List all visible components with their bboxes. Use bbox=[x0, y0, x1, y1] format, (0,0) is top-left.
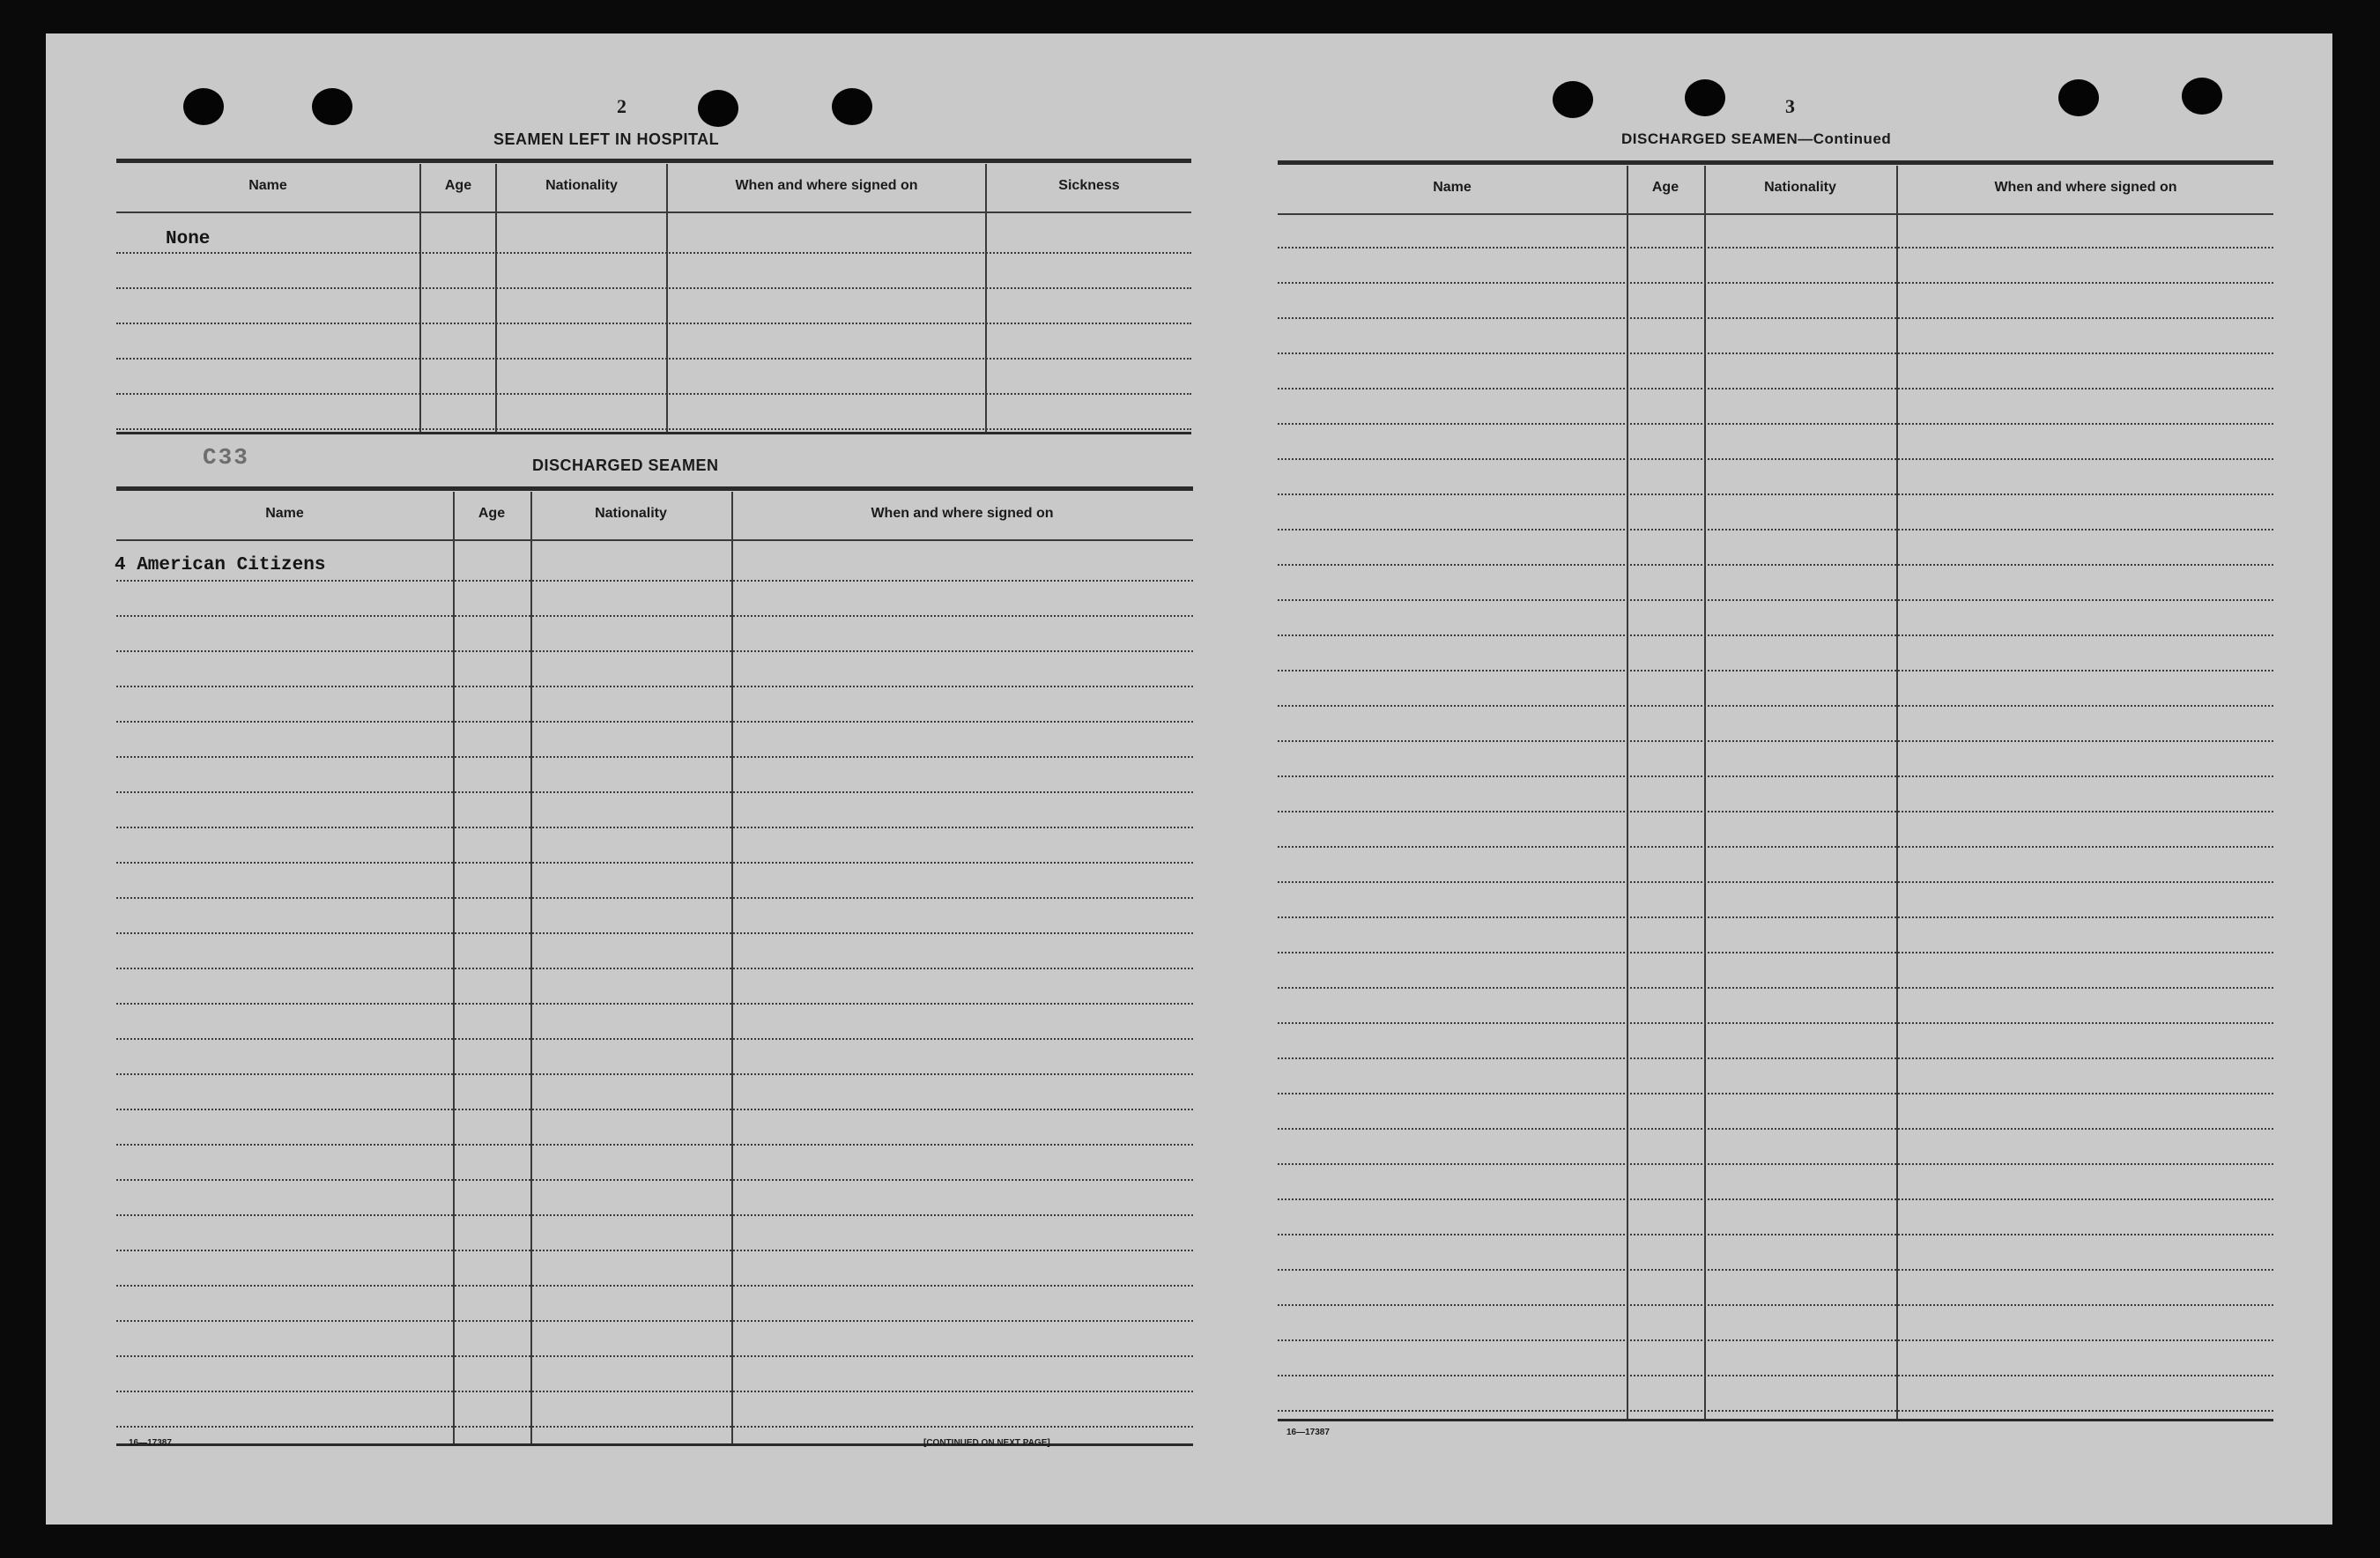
ruled-line bbox=[116, 1179, 1193, 1181]
ruled-line bbox=[116, 615, 1193, 617]
punch-hole bbox=[698, 90, 738, 127]
ruled-line bbox=[116, 393, 1191, 395]
ruled-line bbox=[1278, 1269, 2273, 1271]
punch-hole bbox=[1685, 79, 1725, 116]
rule bbox=[1278, 1419, 2273, 1421]
column-header-name: Name bbox=[265, 506, 304, 521]
punch-hole bbox=[2058, 79, 2099, 116]
punch-hole bbox=[312, 88, 352, 125]
ruled-line bbox=[1278, 811, 2273, 812]
ruled-line bbox=[116, 1391, 1193, 1392]
ruled-line bbox=[116, 827, 1193, 828]
ruled-line bbox=[116, 932, 1193, 934]
ruled-line bbox=[1278, 388, 2273, 390]
ruled-line bbox=[116, 1073, 1193, 1075]
page-number-right: 3 bbox=[1785, 95, 1795, 117]
ruled-line bbox=[116, 252, 1191, 254]
punch-hole bbox=[2182, 78, 2222, 115]
ruled-line bbox=[116, 650, 1193, 652]
column-header-name: Name bbox=[248, 178, 287, 193]
punch-hole bbox=[832, 88, 872, 125]
ruled-line bbox=[1278, 670, 2273, 671]
ruled-line bbox=[1278, 1410, 2273, 1412]
ruled-line bbox=[1278, 634, 2273, 636]
ruled-line bbox=[1278, 1304, 2273, 1306]
ruled-line bbox=[1278, 599, 2273, 601]
ruled-line bbox=[1278, 247, 2273, 249]
ruled-line bbox=[116, 323, 1191, 324]
hospital-section-title: SEAMEN LEFT IN HOSPITAL bbox=[493, 130, 720, 148]
rule bbox=[116, 539, 1193, 541]
ruled-line bbox=[116, 1003, 1193, 1005]
ruled-line bbox=[116, 1144, 1193, 1146]
ruled-line bbox=[116, 287, 1191, 289]
ruled-line bbox=[116, 1038, 1193, 1040]
rule bbox=[116, 159, 1191, 163]
ruled-line bbox=[1278, 1375, 2273, 1376]
column-header-signed-on: When and where signed on bbox=[871, 506, 1054, 521]
column-header-nationality: Nationality bbox=[595, 506, 667, 521]
ruled-line bbox=[1278, 1198, 2273, 1200]
punch-hole bbox=[183, 88, 224, 125]
ruled-line bbox=[116, 897, 1193, 899]
ruled-line bbox=[116, 1250, 1193, 1251]
ruled-line bbox=[1278, 458, 2273, 460]
ruled-line bbox=[1278, 282, 2273, 284]
ruled-line bbox=[1278, 775, 2273, 777]
ruled-line bbox=[1278, 1022, 2273, 1024]
ruled-line bbox=[1278, 564, 2273, 566]
ruled-line bbox=[1278, 952, 2273, 953]
rule bbox=[116, 211, 1191, 213]
page-number-left: 2 bbox=[617, 95, 627, 117]
column-header-age: Age bbox=[478, 506, 506, 521]
ruled-line bbox=[116, 791, 1193, 793]
ruled-line bbox=[116, 1285, 1193, 1287]
ruled-line bbox=[1278, 529, 2273, 530]
ruled-line bbox=[116, 1109, 1193, 1110]
ruled-line bbox=[1278, 881, 2273, 883]
ruled-line bbox=[1278, 423, 2273, 425]
ruled-line bbox=[1278, 987, 2273, 989]
document-sheet bbox=[46, 33, 2332, 1525]
ruled-line bbox=[116, 580, 1193, 582]
rule bbox=[1278, 213, 2273, 215]
discharged-section-title: DISCHARGED SEAMEN bbox=[532, 456, 719, 474]
ruled-line bbox=[116, 756, 1193, 758]
rule bbox=[116, 486, 1193, 491]
ruled-line bbox=[116, 358, 1191, 360]
ruled-line bbox=[116, 721, 1193, 723]
ruled-line bbox=[1278, 740, 2273, 742]
column-header-age: Age bbox=[444, 178, 472, 193]
ruled-line bbox=[1278, 1339, 2273, 1341]
continued-note: [CONTINUED ON NEXT PAGE] bbox=[923, 1438, 1050, 1448]
column-header-signed-on: When and where signed on bbox=[735, 178, 918, 193]
column-header-name: Name bbox=[1433, 180, 1472, 195]
ruled-line bbox=[116, 686, 1193, 687]
faded-stamp: C33 bbox=[203, 444, 249, 471]
ruled-line bbox=[1278, 352, 2273, 354]
column-header-age: Age bbox=[1651, 180, 1679, 195]
rule bbox=[116, 432, 1191, 434]
punch-hole bbox=[1553, 81, 1593, 118]
ruled-line bbox=[1278, 846, 2273, 848]
form-number-right: 16—17387 bbox=[1286, 1428, 1330, 1437]
form-number-left: 16—17387 bbox=[129, 1438, 172, 1448]
discharged-continued-title: DISCHARGED SEAMEN—Continued bbox=[1621, 130, 1892, 147]
ruled-line bbox=[1278, 1093, 2273, 1094]
ruled-line bbox=[116, 1355, 1193, 1357]
ruled-line bbox=[1278, 1234, 2273, 1235]
ruled-line bbox=[1278, 1057, 2273, 1059]
ruled-line bbox=[116, 428, 1191, 430]
ruled-line bbox=[116, 968, 1193, 969]
ruled-line bbox=[1278, 1163, 2273, 1165]
column-header-nationality: Nationality bbox=[545, 178, 618, 193]
rule bbox=[1278, 160, 2273, 165]
ruled-line bbox=[1278, 1128, 2273, 1130]
column-header-nationality: Nationality bbox=[1764, 180, 1836, 195]
ruled-line bbox=[116, 1426, 1193, 1428]
ruled-line bbox=[1278, 317, 2273, 319]
ruled-line bbox=[1278, 916, 2273, 918]
ruled-line bbox=[1278, 493, 2273, 495]
ruled-line bbox=[116, 1214, 1193, 1216]
hospital-entry: None bbox=[166, 229, 211, 249]
discharged-entry: 4 American Citizens bbox=[115, 555, 326, 575]
ruled-line bbox=[116, 1320, 1193, 1322]
column-header-sickness: Sickness bbox=[1058, 178, 1120, 193]
ruled-line bbox=[116, 862, 1193, 864]
ruled-line bbox=[1278, 705, 2273, 707]
column-header-signed-on: When and where signed on bbox=[1994, 180, 2177, 195]
